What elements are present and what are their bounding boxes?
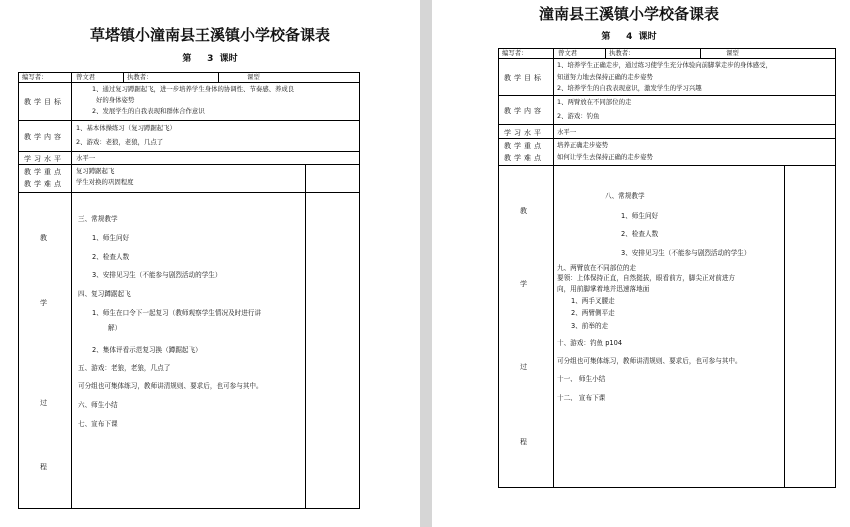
process-label-char: 学: [520, 280, 527, 288]
objective-line: 知道努力地去保持正确的走步姿势: [557, 73, 653, 81]
content-line: 2、游戏：老狼，老狼，几点了: [76, 138, 164, 146]
process-line: 解）: [108, 324, 122, 332]
process-label-char: 过: [40, 399, 47, 407]
teacher-label: 执教者：: [127, 73, 153, 81]
process-line: 可分组也可集体练习，教师讲清规则、要求后，也可参与其中。: [78, 382, 263, 390]
level-label: 学习水平: [504, 129, 544, 137]
process-label-char: 程: [520, 438, 527, 446]
process-line: 2、检查人数: [92, 253, 130, 261]
period-line: [432, 29, 838, 42]
lesson-table: [498, 48, 836, 488]
process-line: 3、前举的走: [571, 322, 609, 330]
page-gutter: [420, 0, 432, 527]
process-line: 2、集体评看示范复习换（蹲踞起飞）: [92, 346, 202, 354]
page-title: 潼南县王溪镇小学校备课表: [538, 5, 719, 23]
author-label: 编写者：: [502, 49, 528, 57]
key-point-value: 复习蹲踞起飞: [76, 167, 115, 175]
process-label-char: 教: [520, 207, 527, 215]
process-line: 3、安排见习生（不能参与剧烈活动的学生）: [92, 271, 222, 279]
process-line: 九、两臂放在不同部位的走: [557, 264, 637, 272]
lesson-type-label: 课型: [726, 49, 739, 57]
lesson-type-label: 课型: [247, 73, 260, 81]
period-line: [0, 51, 420, 64]
teacher-label: 执教者：: [609, 49, 635, 57]
period-prefix: 第: [601, 32, 611, 42]
process-line: 八、常规教学: [605, 192, 645, 200]
process-line: 2、检查人数: [621, 230, 659, 238]
author-name: 曾文君: [558, 49, 578, 57]
difficulty-value: 如何让学生去保持正确的走步姿势: [557, 153, 653, 161]
period-number: 4: [626, 32, 633, 42]
period-suffix: 课时: [219, 54, 238, 64]
process-label-char: 学: [40, 299, 47, 307]
process-line: 可分组也可集体练习，教师讲清规则、要求后，也可参与其中。: [557, 357, 742, 365]
lesson-plan-page-1: [0, 0, 420, 527]
process-line: 1、师生问好: [621, 212, 659, 220]
process-line: 1、师生在口令下一起复习（教师观察学生情况及时进行讲: [92, 309, 262, 317]
key-point-label: 教学重点: [24, 168, 64, 176]
process-line: 六、师生小结: [78, 401, 118, 409]
process-line: 十、游戏：钓鱼 p104: [557, 339, 623, 347]
content-line: 2、游戏：钓鱼: [557, 112, 600, 120]
objective-line: 1、通过复习蹲踞起飞，进一步培养学生身体的协调性、节奏感、养成良: [92, 85, 295, 93]
author-name: 曾文君: [76, 73, 96, 81]
process-label-char: 过: [520, 363, 527, 371]
period-suffix: 课时: [638, 32, 657, 42]
objective-line: 2、发展学生的自我表现和群体合作意识: [92, 107, 205, 115]
process-line: 五、游戏：老狼，老狼，几点了: [78, 364, 171, 372]
objectives-label: 教学目标: [504, 74, 544, 82]
content-label: 教学内容: [504, 107, 544, 115]
level-value: 水平一: [76, 154, 96, 162]
content-line: 1、两臂放在不同部位的走: [557, 98, 632, 106]
author-label: 编写者：: [22, 73, 48, 81]
level-value: 水平一: [557, 128, 577, 136]
content-line: 1、基本体操练习（复习蹲踞起飞）: [76, 124, 176, 132]
key-point-label: 教学重点: [504, 142, 544, 150]
process-line: 七、宣布下课: [78, 420, 118, 428]
period-prefix: 第: [182, 54, 192, 64]
process-line: 向，用前脚掌着地并迅速落地面: [557, 285, 650, 293]
process-line: 要领：上体保持正直，自然挺拔，眼看前方，脚尖正对前进方: [557, 274, 736, 282]
key-point-value: 培养正确走步姿势: [557, 141, 609, 149]
lesson-table: [18, 72, 360, 509]
lesson-plan-page-2: [432, 0, 850, 527]
process-line: 1、两手叉腰走: [571, 297, 615, 305]
level-label: 学习水平: [24, 155, 64, 163]
page-title: 草塔镇小潼南县王溪镇小学校备课表: [89, 26, 330, 44]
process-line: 十二、 宣布下课: [557, 394, 606, 402]
content-label: 教学内容: [24, 133, 64, 141]
process-line: 2、两臂侧平走: [571, 309, 615, 317]
objective-line: 2、培养学生的自我表现意识，激发学生的学习兴趣: [557, 84, 702, 92]
difficulty-label: 教学难点: [24, 180, 64, 188]
objective-line: 好的身体姿势: [96, 96, 135, 104]
process-label-char: 教: [40, 234, 47, 242]
difficulty-value: 学生对换的巩固程度: [76, 178, 134, 186]
difficulty-label: 教学难点: [504, 154, 544, 162]
objectives-label: 教学目标: [24, 98, 64, 106]
process-line: 3、安排见习生（不能参与剧烈活动的学生）: [621, 249, 751, 257]
objective-line: 1、培养学生正确走步，通过练习使学生充分体验向前脚掌走步的身体感受，: [557, 61, 772, 69]
process-label-char: 程: [40, 463, 47, 471]
process-line: 十一、 师生小结: [557, 375, 606, 383]
process-line: 四、复习蹲踞起飞: [78, 290, 131, 298]
process-line: 三、常规教学: [78, 215, 118, 223]
period-number: 3: [207, 54, 214, 64]
process-line: 1、师生问好: [92, 234, 130, 242]
